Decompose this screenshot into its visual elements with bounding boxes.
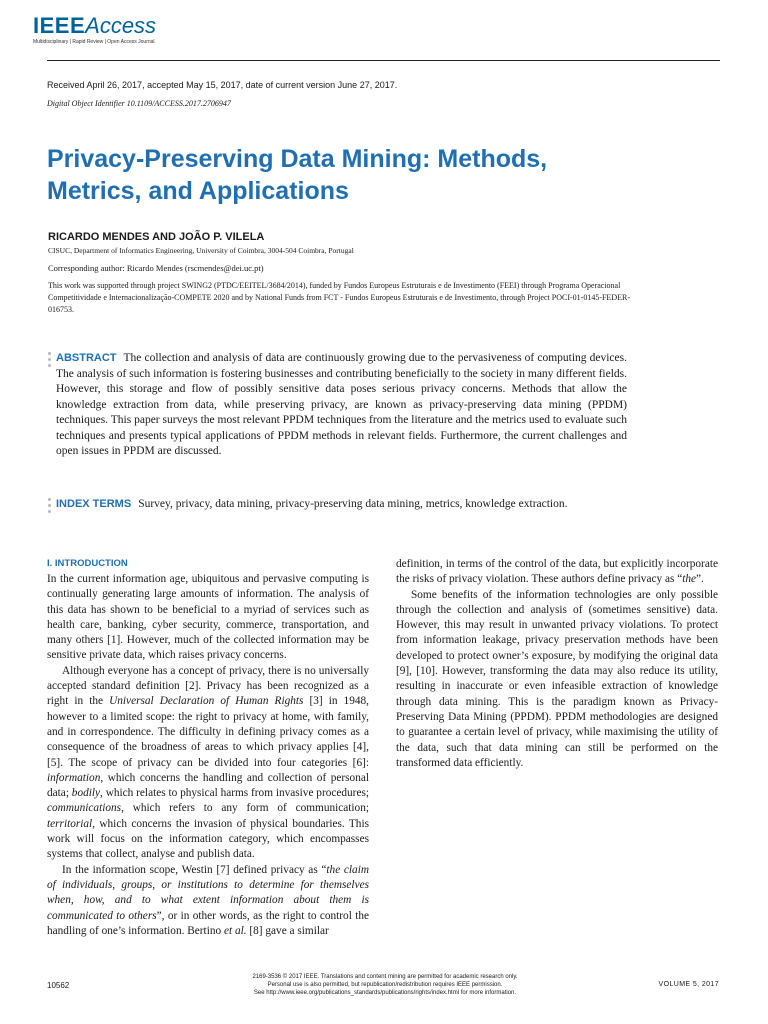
intro-p2-communications: communications — [47, 802, 122, 815]
intro-paragraph-3-start — [47, 863, 369, 939]
header-divider — [47, 60, 720, 61]
corresponding-author: Corresponding author: Ricardo Mendes (rscmendes@dei.uc.pt) — [48, 263, 264, 273]
intro-p2-territorial: territorial — [47, 817, 93, 830]
ieee-access-logo — [33, 14, 156, 38]
intro-p2-text-c: , which concerns the handling and collection of personal data; — [47, 771, 369, 800]
intro-p2-text-d: , which relates to physical harms from invasive procedures; — [100, 787, 369, 800]
funding-note: This work was supported through project SWING2 (PTDC/EEITEL/3684/2014), funded by Fundos Europeus Estruturais e de Investimento (FEEI) through Programa Operacional Competitividade e Internacionalização-COMPETE 2020 and by National Funds from FCT - Fundos Europeus Estruturais e de Investimento, through Project POCI-01-0145-FEDER-016753. — [48, 281, 630, 314]
intro-p2-information: information — [47, 771, 101, 784]
author-list: RICARDO MENDES AND JOÃO P. VILELA — [48, 231, 265, 243]
abstract-block — [56, 351, 627, 460]
page-number: 10562 — [47, 981, 70, 990]
index-terms-label: INDEX TERMS — [56, 498, 132, 510]
abstract-text: The collection and analysis of data are continuously growing due to the pervasiveness of computing devices. The analysis of such information is fostering businesses and contributing beneficially to the society in many different fields. However, this storage and flow of possibly sensitive data poses serious privacy concerns. Methods that allow the knowledge extraction from data, while preserving privacy, are known as privacy-preserving data mining (PPDM) techniques. This paper surveys the most relevant PPDM techniques from the literature and the metrics used to evaluate such techniques and presents typical applications of PPDM methods in relevant fields. Furthermore, the current challenges and open issues in PPDM are discussed. — [56, 352, 627, 457]
journal-tagline: Multidisciplinary | Rapid Review | Open Access Journal — [33, 39, 155, 45]
body-column-left — [47, 557, 369, 939]
intro-p3-text-d: ”. — [696, 573, 704, 586]
section-heading-introduction: I. INTRODUCTION — [47, 558, 128, 569]
intro-p3-text-a: In the information scope, Westin [7] defined privacy as “ — [62, 863, 327, 876]
intro-p2-text-a: Although everyone has a concept of privacy, there is no universally accepted standard definition [2]. Privacy has been recognized as a right in the — [47, 664, 369, 708]
logo-ieee-text: IEEE — [33, 13, 86, 38]
paper-title: Privacy-Preserving Data Mining: Methods, Metrics, and Applications — [47, 145, 548, 205]
index-terms-marker-dots — [48, 498, 51, 516]
intro-p3-quote: the claim of individuals, groups, or institutions to determine for themselves when, how, and to what extent information about them is communicated to others — [47, 863, 369, 922]
intro-p3-text-c: definition, in terms of the control of the data, but explicitly incorporate the risks of privacy violation. These authors define privacy as “ — [396, 558, 718, 586]
intro-paragraph-3-continued — [396, 557, 718, 588]
received-dates: Received April 26, 2017, accepted May 15, 2017, date of current version June 27, 2017. — [47, 80, 398, 90]
intro-p2-text-f: , which concerns the invasion of physical boundaries. This work will focus on the information category, which encompasses systems that collect, analyse and publish data. — [47, 817, 369, 861]
intro-p3-quote2: the — [682, 573, 697, 586]
copyright-line-3: See http://www.ieee.org/publications_standards/publications/rights/index.html for more information. — [253, 990, 517, 997]
copyright-line-1: 2169-3536 © 2017 IEEE. Translations and content mining are permitted for academic research only. — [252, 974, 518, 980]
volume-year: VOLUME 5, 2017 — [658, 981, 719, 988]
intro-p2-text-e: , which refers to any form of communication; — [121, 802, 369, 815]
intro-p2-text-b: [3] in 1948, however to a limited scope: the right to privacy at home, with family, and in correspondence. The difficulty in defining privacy comes as a consequence of the broadness of areas to which privacy applies [4], [5]. The scope of privacy can be divided into four categories [6]: — [47, 695, 369, 769]
author-affiliation: CISUC, Department of Informatics Engineering, University of Coimbra, 3004-504 Coimbra, Portugal — [48, 246, 354, 255]
intro-p2-bodily: bodily — [71, 787, 101, 800]
intro-p3-etal: et al. — [223, 924, 247, 937]
intro-p3-text-b: ”, or in other words, as the right to control the handling of one’s information. Bertino — [47, 909, 369, 937]
doi-identifier: Digital Object Identifier 10.1109/ACCESS.2017.2706947 — [47, 99, 231, 108]
index-terms-block — [56, 497, 627, 513]
intro-p2-udhr: Universal Declaration of Human Rights — [109, 695, 304, 708]
logo-access-text: Access — [85, 13, 157, 38]
abstract-marker-dots — [48, 352, 51, 370]
intro-paragraph-4: Some benefits of the information technologies are only possible through the collection and analysis of (sometimes sensitive) data. However, this may result in unwanted privacy violations. To protect from information leakage, privacy preservation methods have been developed to protect owner’s exposure, by modifying the original data [9], [10]. However, transforming the data may also reduce its utility, resulting in inaccurate or even infeasible extraction of knowledge through data mining. This is the paradigm known as Privacy-Preserving Data Mining (PPDM). PPDM methodologies are designed to guarantee a certain level of privacy, while maximising the utility of the data, such that data mining can still be performed on the transformed data efficiently. — [396, 588, 718, 769]
copyright-notice — [190, 973, 580, 998]
copyright-line-2: Personal use is also permitted, but republication/redistribution requires IEEE permission. — [267, 982, 503, 989]
body-column-right — [396, 557, 718, 771]
intro-paragraph-2 — [47, 664, 369, 863]
abstract-label: ABSTRACT — [56, 352, 117, 364]
intro-paragraph-1: In the current information age, ubiquitous and pervasive computing is continually generating large amounts of information. The analysis of this data has shown to be beneficial to a myriad of services such as health care, banking, cyber security, commerce, transportation, and many others [1]. However, much of the collected information may be sensitive private data, which raises privacy concerns. — [47, 573, 369, 662]
journal-masthead — [33, 14, 156, 45]
intro-p3-text-c: [8] gave a similar — [246, 924, 329, 937]
index-terms-text: Survey, privacy, data mining, privacy-preserving data mining, metrics, knowledge extraction. — [138, 498, 568, 510]
